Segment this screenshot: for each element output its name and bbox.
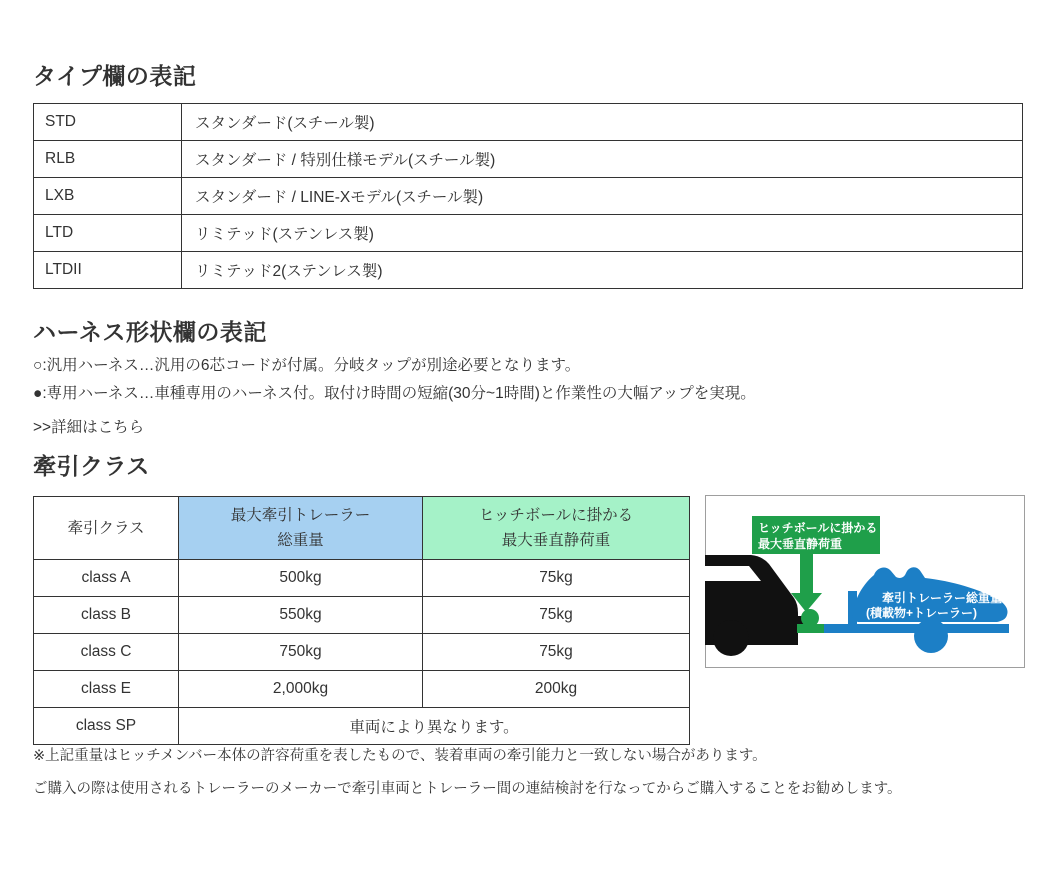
towing-class-cell: class SP: [34, 708, 179, 745]
table-row: [34, 215, 1023, 252]
header-line: ヒッチボールに掛かる: [478, 507, 634, 524]
header-line: 総重量: [277, 532, 324, 549]
type-section-title: タイプ欄の表記: [33, 63, 197, 89]
header-max-trailer-weight: [179, 497, 423, 560]
towing-class-cell: class B: [34, 597, 179, 634]
towing-class-cell: class A: [34, 560, 179, 597]
harness-generic-line: ○:汎用ハーネス…汎用の6芯コードが付属。分岐タップが別途必要となります。: [33, 357, 581, 374]
hitch-load-label-line2: 最大垂直静荷重: [758, 537, 843, 551]
table-row: [34, 104, 1023, 141]
car-wheel: [713, 620, 749, 656]
varies-by-vehicle-cell: 車両により異なります。: [179, 708, 690, 745]
type-description: リミテッド(ステンレス製): [182, 215, 1023, 252]
type-description: スタンダード(スチール製): [182, 104, 1023, 141]
max-load-cell: 200kg: [423, 671, 690, 708]
harness-dedicated-line: ●:専用ハーネス…車種専用のハーネス付。取付け時間の短縮(30分~1時間)と作業性の大幅アップを実現。: [33, 385, 756, 402]
down-arrow-shaft: [800, 554, 813, 595]
hitch-load-label-line1: ヒッチボールに掛かる: [758, 521, 878, 535]
type-code: RLB: [34, 141, 182, 178]
table-row: [34, 252, 1023, 289]
type-description: スタンダード / 特別仕様モデル(スチール製): [182, 141, 1023, 178]
towing-diagram: [705, 495, 1025, 668]
type-code: LTDII: [34, 252, 182, 289]
hitch-ball-base: [797, 624, 824, 633]
trailer-weight-label-line2: (積載物+トレーラー): [866, 606, 978, 620]
header-line: 最大垂直静荷重: [501, 532, 611, 549]
max-weight-cell: 2,000kg: [179, 671, 423, 708]
table-row: [34, 671, 690, 708]
header-max-vertical-load: [423, 497, 690, 560]
harness-description: [33, 356, 756, 437]
towing-class-cell: class E: [34, 671, 179, 708]
towing-class-table: [33, 496, 690, 745]
table-row: [34, 597, 690, 634]
footnotes: [33, 744, 902, 810]
header-line: 最大牽引トレーラー: [230, 507, 371, 524]
type-code: LXB: [34, 178, 182, 215]
towing-class-cell: class C: [34, 634, 179, 671]
max-weight-cell: 500kg: [179, 560, 423, 597]
trailer-weight-label-line1: 牽引トレーラー総重量: [882, 591, 1003, 605]
type-table: [33, 103, 1023, 289]
note-capacity: ※上記重量はヒッチメンバー本体の許容荷重を表したもので、装着車両の牽引能力と一致しない場合があります。: [33, 748, 767, 764]
max-load-cell: 75kg: [423, 597, 690, 634]
table-row: [34, 141, 1023, 178]
table-header-row: [34, 497, 690, 560]
type-description: スタンダード / LINE-Xモデル(スチール製): [182, 178, 1023, 215]
details-link[interactable]: >>詳細はこちら: [33, 419, 145, 436]
harness-section-title: ハーネス形状欄の表記: [33, 319, 267, 345]
max-load-cell: 75kg: [423, 634, 690, 671]
table-row: [34, 708, 690, 745]
type-code: STD: [34, 104, 182, 141]
max-load-cell: 75kg: [423, 560, 690, 597]
trailer-wheel: [914, 619, 948, 653]
note-purchase: ご購入の際は使用されるトレーラーのメーカーで牽引車両とトレーラー間の連結検討を行なってからご購入することをお勧めします。: [33, 781, 902, 797]
type-description: リミテッド2(ステンレス製): [182, 252, 1023, 289]
table-row: [34, 634, 690, 671]
table-row: [34, 560, 690, 597]
type-code: LTD: [34, 215, 182, 252]
max-weight-cell: 550kg: [179, 597, 423, 634]
towing-section-title: 牽引クラス: [33, 453, 150, 479]
max-weight-cell: 750kg: [179, 634, 423, 671]
table-row: [34, 178, 1023, 215]
header-towing-class: 牽引クラス: [34, 497, 179, 560]
